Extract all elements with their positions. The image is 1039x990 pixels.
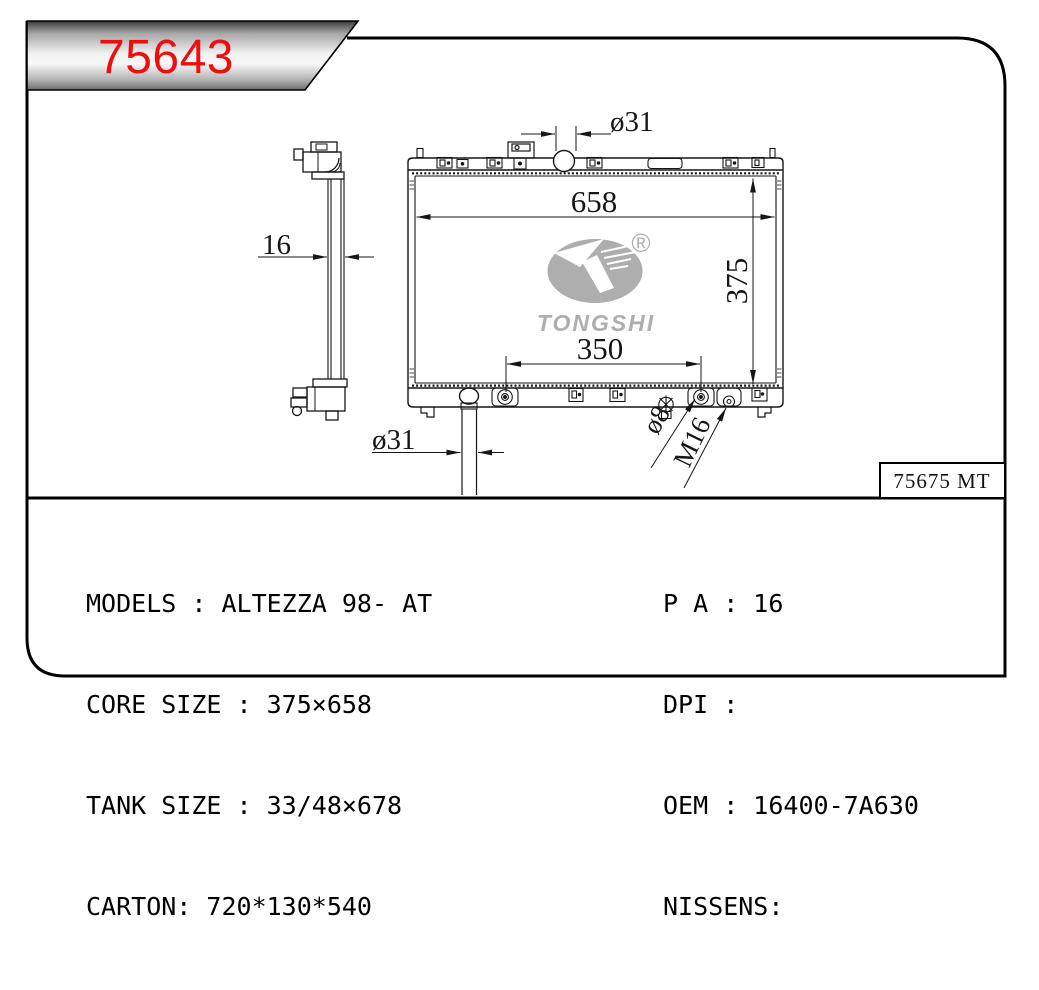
spec-oem: OEM : 16400-7A630 xyxy=(663,790,919,820)
spec-dpi: DPI : xyxy=(663,689,739,719)
spec-models: MODELS : ALTEZZA 98- AT xyxy=(86,589,433,619)
svg-text:375: 375 xyxy=(719,257,754,305)
filler-neck xyxy=(554,151,575,172)
svg-text:ø8: ø8 xyxy=(636,400,676,439)
threaded-hole-m16 xyxy=(717,388,741,407)
radiator-cap xyxy=(508,142,534,158)
svg-text:ø31: ø31 xyxy=(610,106,654,138)
svg-text:350: 350 xyxy=(576,331,624,366)
spec-column-right xyxy=(663,520,919,990)
registered-mark: ® xyxy=(631,228,651,258)
dim-core-thickness-label: 16 xyxy=(262,229,291,261)
svg-text:M16: M16 xyxy=(667,412,717,472)
side-view-core xyxy=(328,179,344,379)
dim-fitting-thread xyxy=(667,408,726,488)
top-tank xyxy=(408,142,783,172)
spec-carton: CARTON: 720*130*540 xyxy=(86,891,372,921)
reference-box xyxy=(880,463,1005,498)
dim-neck-diameter-top xyxy=(521,106,654,151)
outlet-pipe xyxy=(460,388,479,495)
bottom-tank xyxy=(408,388,783,495)
radiator-side-view xyxy=(291,142,347,420)
logo-wordmark: TONGSHI xyxy=(536,310,656,336)
dim-outlet-diameter-bottom xyxy=(372,424,504,456)
reference-code: 75675 MT xyxy=(893,469,991,493)
spec-core-size: CORE SIZE : 375×658 xyxy=(86,689,372,719)
svg-text:ø31: ø31 xyxy=(372,424,416,456)
tongshi-logo xyxy=(537,228,655,336)
part-number-banner xyxy=(27,21,358,90)
oil-cooler-fitting-left xyxy=(492,388,518,406)
spec-tank-size: TANK SIZE : 33/48×678 xyxy=(86,790,403,820)
spec-column-left xyxy=(86,520,432,990)
svg-text:658: 658 xyxy=(570,184,618,219)
spec-nissens: NISSENS: xyxy=(663,891,784,921)
dim-core-width xyxy=(417,184,775,219)
dim-core-height xyxy=(719,179,754,385)
spec-pa: P A : 16 xyxy=(663,589,784,619)
part-number: 75643 xyxy=(98,31,234,84)
dim-core-thickness xyxy=(258,229,374,261)
